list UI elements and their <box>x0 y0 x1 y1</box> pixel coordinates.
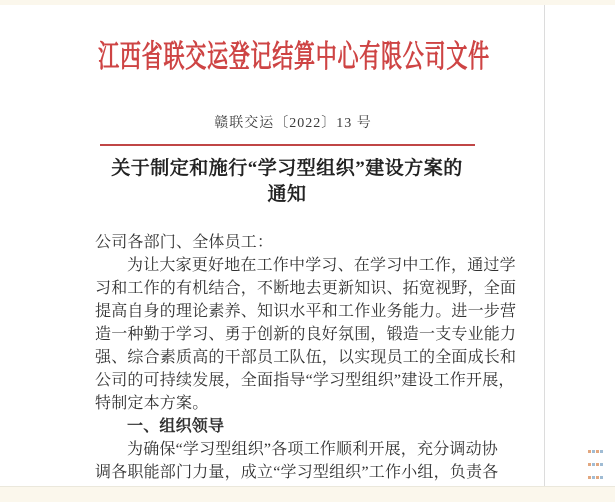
corner-mark <box>596 463 599 466</box>
document-number: 赣联交运〔2022〕13 号 <box>214 116 372 131</box>
body-line: 公司的可持续发展，全面指导“学习型组织”建设工作开展， <box>95 372 515 389</box>
body-line: 习和工作的有机结合，不断地去更新知识、拓宽视野，全面 <box>95 280 517 297</box>
page-corner-marks <box>588 450 604 489</box>
corner-mark <box>596 476 599 479</box>
notice-title-line1: 关于制定和施行“学习型组织”建设方案的 <box>111 158 463 179</box>
corner-mark <box>592 476 595 479</box>
page-top-edge-band <box>0 0 615 5</box>
body-line: 造一种勤于学习、勇于创新的良好氛围，锻造一支专业能力 <box>95 326 517 343</box>
letterhead-text: 江西省联交运登记结算中心有限公司文件 <box>98 39 490 74</box>
body-line: 强、综合素质高的干部员工队伍，以实现员工的全面成长和 <box>95 349 517 366</box>
corner-mark <box>588 450 591 453</box>
section-heading: 一、组织领导 <box>127 418 225 435</box>
corner-mark <box>588 476 591 479</box>
body-line: 调各职能部门力量，成立“学习型组织”工作小组，负责各 <box>95 464 499 481</box>
notice-title-line2: 通知 <box>267 184 307 205</box>
corner-mark <box>600 463 603 466</box>
page-right-edge-line <box>544 5 545 486</box>
body-line: 特制定本方案。 <box>95 395 209 412</box>
corner-mark <box>592 463 595 466</box>
corner-mark <box>592 450 595 453</box>
corner-mark <box>600 450 603 453</box>
corner-mark <box>600 476 603 479</box>
notice-title <box>95 156 479 208</box>
red-separator-rule <box>100 144 475 146</box>
corner-mark-row <box>588 463 604 466</box>
page-bottom-edge-band <box>0 486 615 502</box>
corner-mark-row <box>588 476 604 479</box>
body-line: 公司各部门、全体员工： <box>95 234 274 251</box>
body-line: 为确保“学习型组织”各项工作顺利开展，充分调动协 <box>127 441 499 458</box>
corner-mark <box>588 463 591 466</box>
corner-mark <box>596 450 599 453</box>
document-body <box>95 231 517 484</box>
body-line: 为让大家更好地在工作中学习、在学习中工作，通过学 <box>127 257 516 274</box>
body-line: 提高自身的理论素养、知识水平和工作业务能力。进一步营 <box>95 303 517 320</box>
red-letterhead-title <box>0 38 588 76</box>
corner-mark-row <box>588 450 604 453</box>
